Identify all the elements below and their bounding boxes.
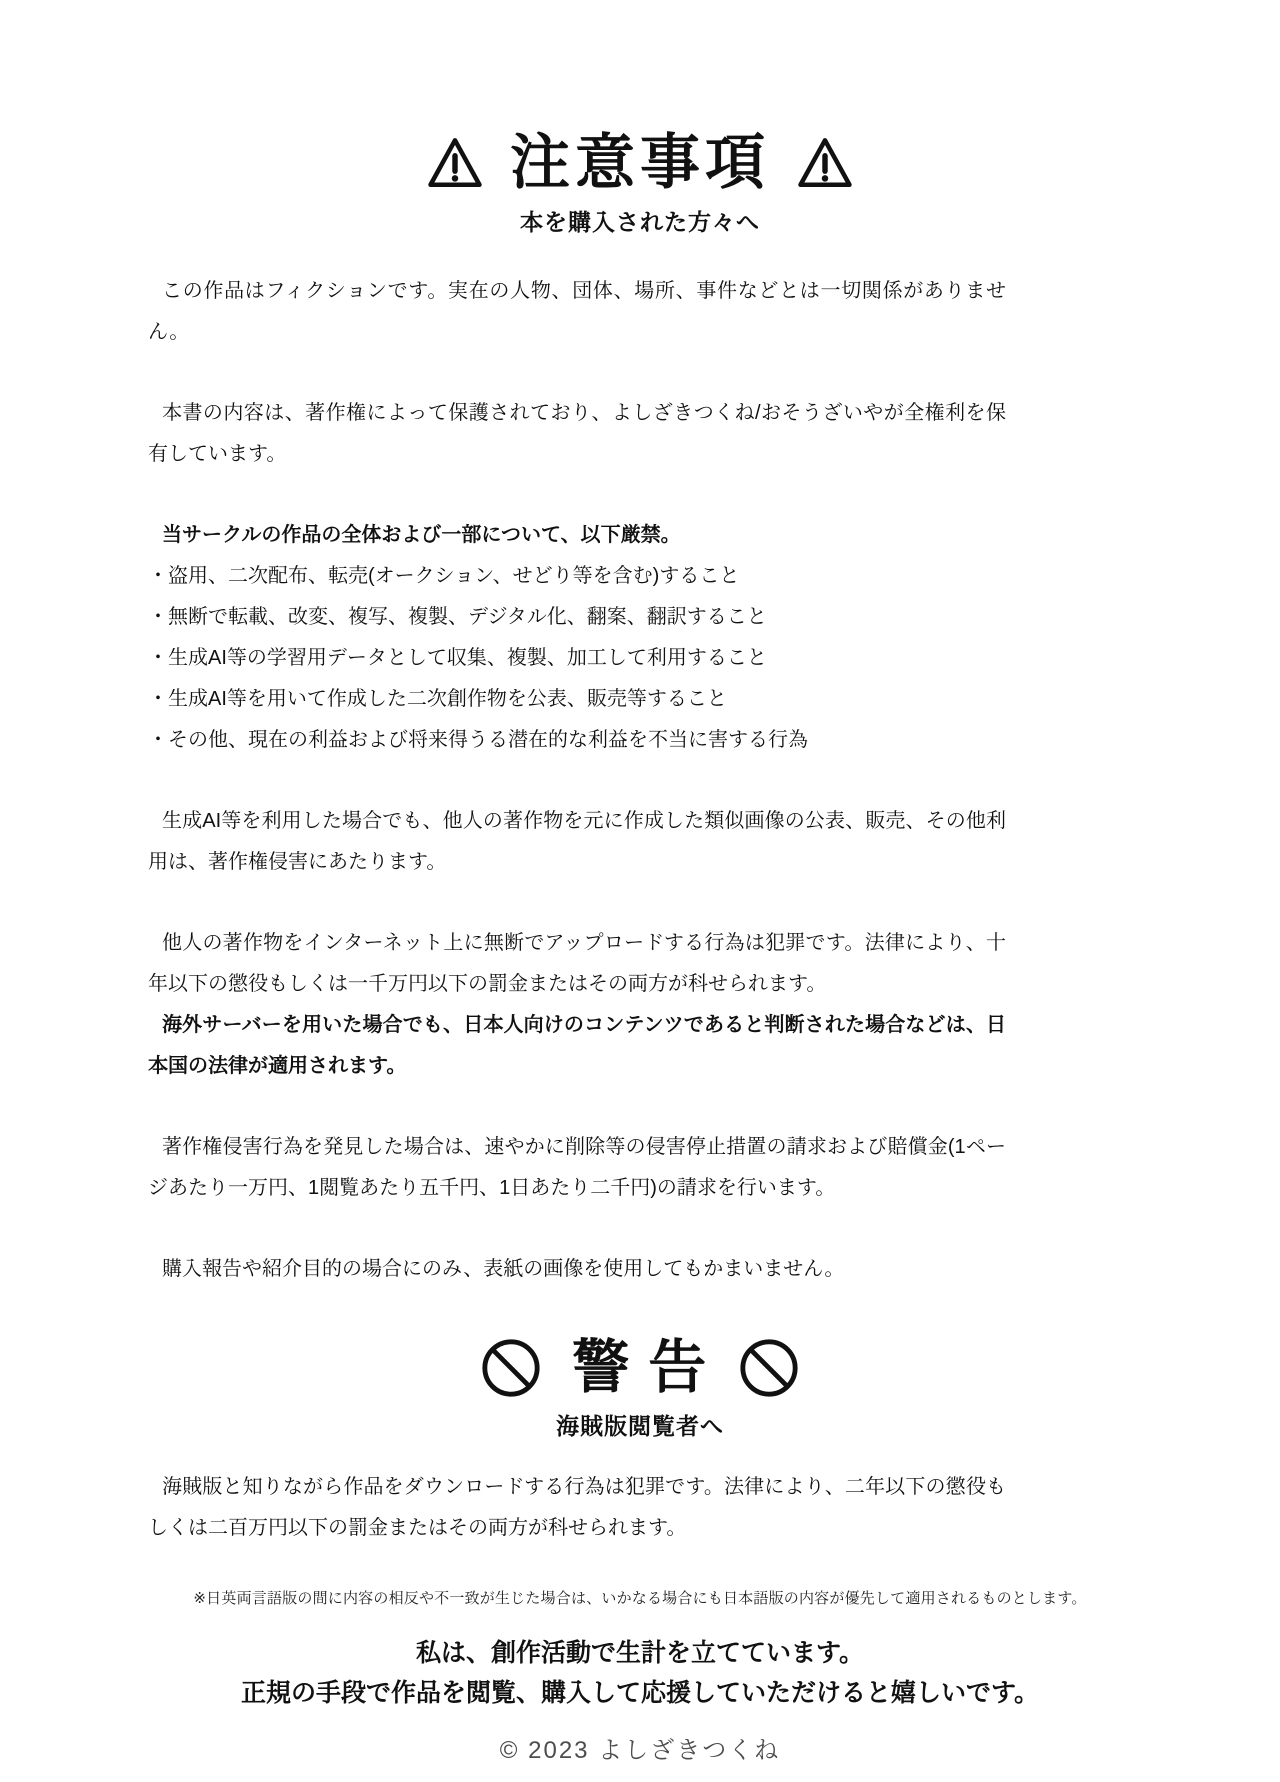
warning-title-text: 警 告 [571,1335,709,1400]
warning-subtitle: 海賊版閲覧者へ [556,1413,724,1439]
prohibited-item: ・その他、現在の利益および将来得うる潜在的な利益を不当に害する行為 [148,729,808,751]
fiction-disclaimer-paragraph: この作品はフィクションです。実在の人物、団体、場所、事件などとは一切関係がありません。 [148,280,1006,343]
prohibited-item: ・生成AI等の学習用データとして収集、複製、加工して利用すること [148,647,767,669]
warning-header [0,1336,1280,1441]
overseas-server-paragraph: 海外サーバーを用いた場合でも、日本人向けのコンテンツであると判断された場合などは、日本国の法律が適用されます。 [148,1014,1006,1077]
closing-line-2: 正規の手段で作品を閲覧、購入して応援していただけると嬉しいです。 [240,1679,1039,1707]
rights-statement-paragraph: 本書の内容は、著作権によって保護されており、よしざきつくね/おそうざいやが全権利を保有しています。 [148,402,1006,465]
notice-body [148,271,1006,1290]
upload-crime-paragraph: 他人の著作物をインターネット上に無断でアップロードする行為は犯罪です。法律により、十年以下の懲役もしくは一千万円以下の罰金またはその両方が科せられます。 [148,932,1006,995]
prohibited-item: ・生成AI等を用いて作成した二次創作物を公表、販売等すること [148,688,727,710]
prohibited-item: ・無断で転載、改変、複写、複製、デジタル化、翻案、翻訳すること [148,606,767,628]
piracy-crime-paragraph: 海賊版と知りながら作品をダウンロードする行為は犯罪です。法律により、二年以下の懲役もしくは二百万円以下の罰金またはその両方が科せられます。 [148,1475,1006,1539]
notice-title-text: 注意事項 [510,130,770,196]
notice-title-row [0,130,1280,196]
warning-body [148,1467,1006,1549]
prohibited-heading: 当サークルの作品の全体および一部について、以下厳禁。 [162,524,681,546]
damages-claim-paragraph: 著作権侵害行為を発見した場合は、速やかに削除等の侵害停止措置の請求および賠償金(1ページあたり一万円、1閲覧あたり五千円、1日あたり二千円)の請求を行います。 [148,1136,1006,1199]
cover-usage-paragraph: 購入報告や紹介目的の場合にのみ、表紙の画像を使用してもかまいません。 [162,1258,845,1280]
warning-triangle-icon [796,134,854,192]
notice-header [0,130,1280,237]
ai-infringement-paragraph: 生成AI等を利用した場合でも、他人の著作物を元に作成した類似画像の公表、販売、その他利用は、著作権侵害にあたります。 [148,810,1006,873]
warning-triangle-icon [426,134,484,192]
closing-line-1: 私は、創作活動で生計を立てています。 [415,1639,864,1667]
language-precedence-note: ※日英両言語版の間に内容の相反や不一致が生じた場合は、いかなる場合にも日本語版の内容が優先して適用されるものとします。 [193,1589,1087,1607]
notice-subtitle: 本を購入された方々へ [520,210,760,235]
prohibition-icon [738,1337,800,1399]
prohibited-item: ・盗用、二次配布、転売(オークション、せどり等を含む)すること [148,565,740,587]
warning-title-row [0,1336,1280,1400]
closing-message [0,1634,1280,1714]
prohibition-icon [480,1337,542,1399]
copyright-line: © 2023 よしざきつくね [499,1736,781,1764]
